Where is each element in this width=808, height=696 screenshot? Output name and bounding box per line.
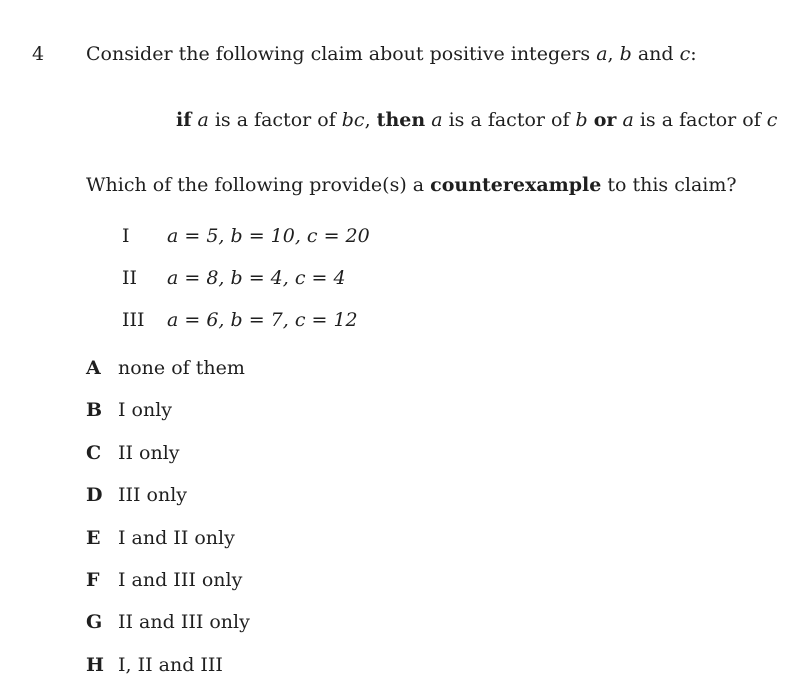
claim-var-bc: bc	[341, 109, 365, 131]
claim-var-a: a	[622, 109, 634, 131]
var-b: b	[619, 43, 632, 65]
stem-text: Consider the following claim about positive integers	[86, 43, 597, 65]
claim-or: or	[593, 109, 617, 131]
claim-var-b: b	[575, 109, 588, 131]
option-text: I and III only	[118, 568, 243, 591]
option-letter: A	[86, 357, 101, 379]
option-text: I only	[118, 399, 173, 422]
option-letter: B	[86, 399, 103, 422]
case-values: a = 5, b = 10, c = 20	[167, 225, 370, 247]
option-letter: D	[86, 484, 103, 507]
prompt-bold: counterexample	[430, 174, 602, 196]
case-values: a = 8, b = 4, c = 4	[167, 267, 346, 289]
option-text: II only	[118, 441, 180, 464]
claim-var-a: a	[431, 109, 443, 131]
case-label: III	[122, 309, 145, 331]
option-letter: C	[86, 441, 102, 464]
option-text: I and II only	[118, 526, 235, 549]
option-text: I, II and III	[118, 653, 223, 676]
case-label: I	[122, 225, 130, 247]
claim-text-3: is a factor of	[633, 109, 767, 131]
claim-text-1: is a factor of	[208, 109, 342, 131]
stem-sep: ,	[607, 43, 620, 65]
claim-var-a: a	[197, 109, 209, 131]
claim-text-2: is a factor of	[442, 109, 576, 131]
question-prompt	[86, 174, 737, 196]
prompt-text: Which of the following provide(s) a	[86, 174, 431, 196]
option-text: none of them	[118, 357, 245, 379]
option-text: III only	[118, 484, 188, 507]
claim-then: then	[376, 109, 426, 131]
claim-if: if	[176, 109, 192, 131]
stem-colon: :	[690, 43, 697, 65]
stem-and: and	[631, 43, 680, 65]
case-values: a = 6, b = 7, c = 12	[167, 309, 358, 331]
option-letter: F	[86, 568, 100, 591]
claim-statement	[176, 109, 777, 131]
question-number: 4	[32, 43, 45, 65]
option-text: II and III only	[118, 611, 250, 634]
claim-comma: ,	[364, 109, 377, 131]
claim-var-c: c	[766, 109, 778, 131]
option-letter: G	[86, 611, 103, 634]
question-stem	[86, 43, 697, 65]
var-c: c	[679, 43, 691, 65]
var-a: a	[596, 43, 608, 65]
option-letter: E	[86, 526, 101, 549]
prompt-post: to this claim?	[601, 174, 737, 196]
option-letter: H	[86, 653, 104, 676]
case-label: II	[122, 267, 138, 289]
